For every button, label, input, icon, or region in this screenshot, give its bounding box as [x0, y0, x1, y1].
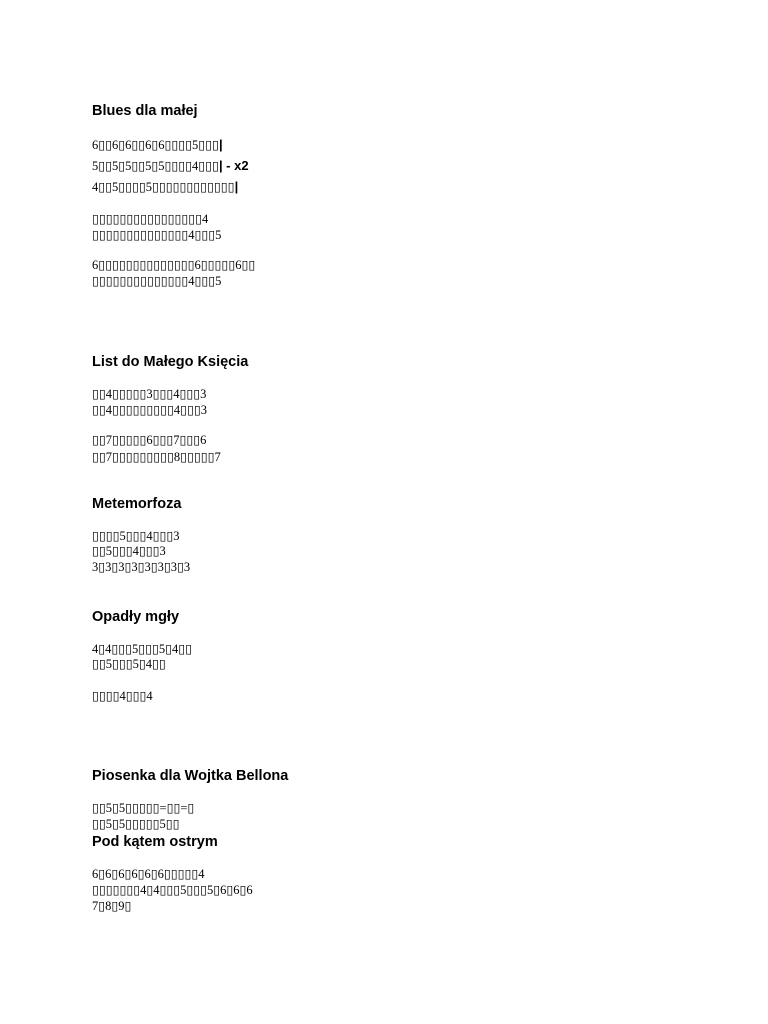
- song-title: Metemorfoza: [92, 496, 182, 512]
- song-title: List do Małego Księcia: [92, 354, 249, 370]
- repeat-marker: | - x2: [218, 158, 249, 173]
- tab-line: ▯▯▯▯▯▯▯▯▯▯▯▯▯▯4▯▯▯5: [92, 228, 222, 242]
- tab-line: 6▯▯6▯6▯▯6▯6▯▯▯▯5▯▯▯|: [92, 137, 223, 152]
- tab-line: ▯▯4▯▯▯▯▯▯▯▯▯4▯▯▯3: [92, 403, 208, 417]
- repeat-bar: |: [218, 137, 223, 152]
- tab-line: ▯▯▯▯▯▯▯▯▯▯▯▯▯▯4▯▯▯5: [92, 274, 222, 288]
- tab-line: ▯▯7▯▯▯▯▯6▯▯▯7▯▯▯6: [92, 433, 207, 447]
- song-title: Blues dla małej: [92, 103, 198, 119]
- tab-line: ▯▯▯▯5▯▯▯4▯▯▯3: [92, 529, 180, 543]
- tab-line: 3▯3▯3▯3▯3▯3▯3▯3: [92, 560, 191, 574]
- song-title: Pod kątem ostrym: [92, 834, 218, 850]
- tab-line: 4▯4▯▯▯5▯▯▯5▯4▯▯: [92, 642, 193, 656]
- tab-line: 5▯▯5▯5▯▯5▯5▯▯▯▯4▯▯▯| - x2: [92, 158, 249, 173]
- tab-line: 6▯6▯6▯6▯6▯6▯▯▯▯▯4: [92, 867, 205, 881]
- tab-line: ▯▯▯▯4▯▯▯4: [92, 689, 153, 703]
- tab-line: 6▯▯▯▯▯▯▯▯▯▯▯▯▯▯6▯▯▯▯▯6▯▯: [92, 258, 256, 272]
- tab-line: ▯▯5▯▯▯4▯▯▯3: [92, 544, 166, 558]
- tab-line: ▯▯▯▯▯▯▯▯▯▯▯▯▯▯▯▯4: [92, 212, 209, 226]
- tab-line: 4▯▯5▯▯▯▯5▯▯▯▯▯▯▯▯▯▯▯▯|: [92, 179, 239, 194]
- repeat-bar: |: [234, 179, 239, 194]
- tab-line: ▯▯5▯5▯▯▯▯▯=▯▯=▯: [92, 801, 195, 815]
- tab-line: ▯▯▯▯▯▯▯4▯4▯▯▯5▯▯▯5▯6▯6▯6: [92, 883, 253, 897]
- tab-line: ▯▯7▯▯▯▯▯▯▯▯▯8▯▯▯▯▯7: [92, 450, 221, 464]
- tab-line: 7▯8▯9▯: [92, 899, 132, 913]
- song-title: Opadły mgły: [92, 609, 180, 625]
- tab-line: ▯▯5▯5▯▯▯▯▯5▯▯: [92, 817, 180, 831]
- tab-line: ▯▯5▯▯▯5▯4▯▯: [92, 657, 166, 671]
- song-title: Piosenka dla Wojtka Bellona: [92, 768, 289, 784]
- tab-line: ▯▯4▯▯▯▯▯3▯▯▯4▯▯▯3: [92, 387, 207, 401]
